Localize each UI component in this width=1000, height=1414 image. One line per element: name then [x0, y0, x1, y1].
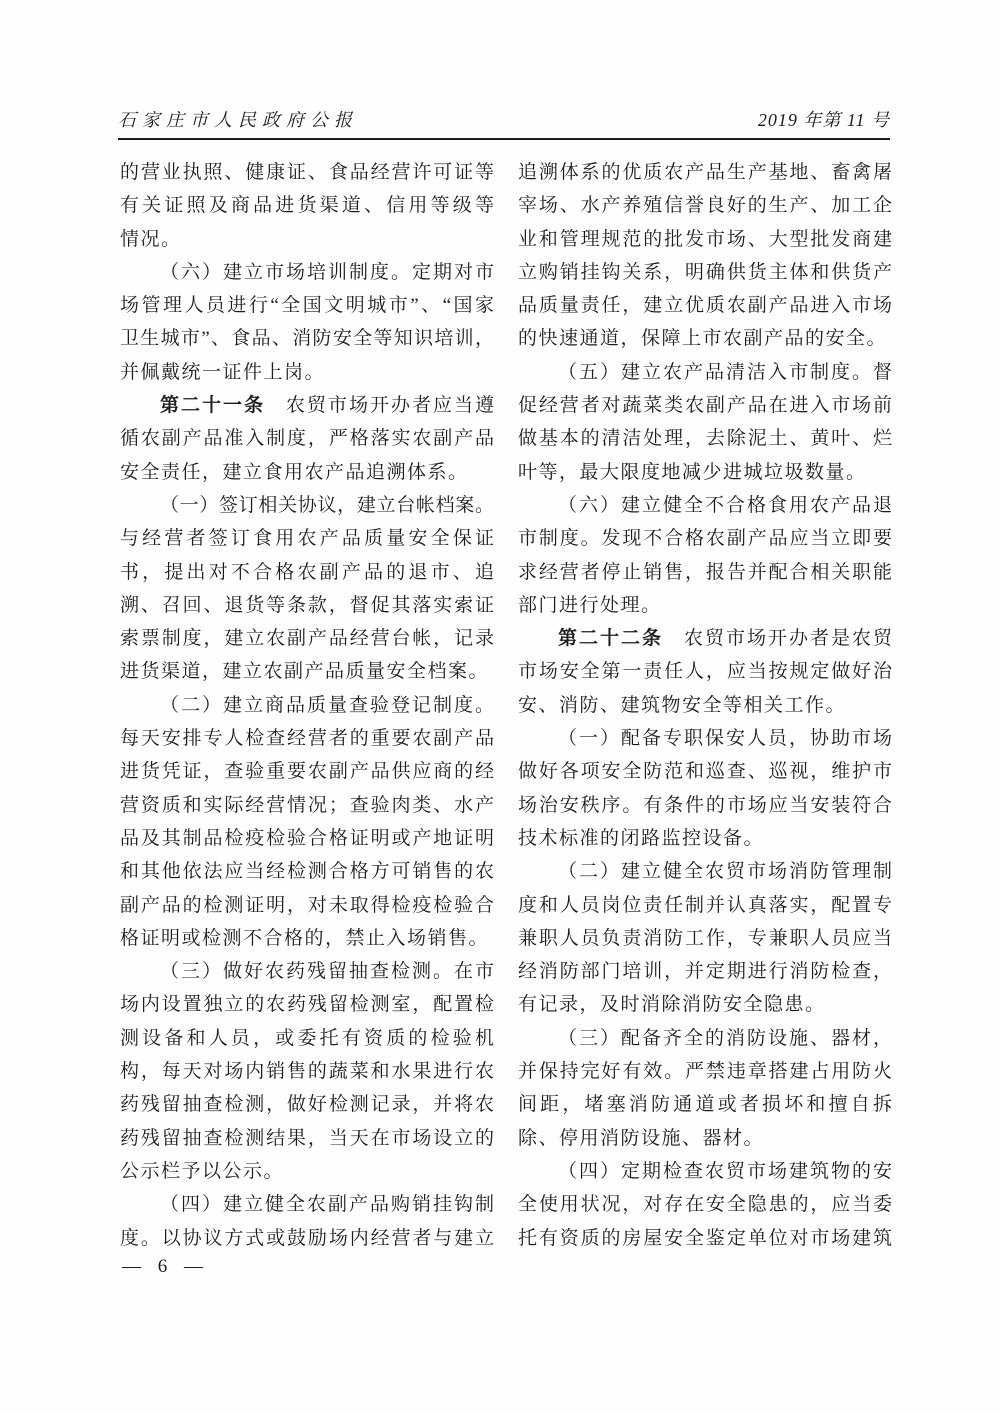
text-line: 度。以协议方式或鼓励场内经营者与建立 — [120, 1227, 494, 1249]
text-line: 求经营者停止销售，报告并配合相关职能 — [518, 561, 892, 583]
text-line: 和其他依法应当经检测合格方可销售的农 — [120, 861, 494, 883]
article-number-bold: 第二十二条 — [558, 628, 663, 650]
text-line: 促经营者对蔬菜类农副产品在进入市场前 — [518, 395, 892, 417]
text-line: 索票制度，建立农副产品经营台帐，记录 — [120, 628, 494, 650]
text-line: 进货凭证，查验重要农副产品供应商的经 — [120, 761, 494, 783]
text-line: 进货渠道，建立农副产品质量安全档案。 — [120, 661, 490, 683]
text-line: 书，提出对不合格农副产品的退市、追 — [120, 561, 494, 583]
text-line: 部门进行处理。 — [518, 594, 662, 616]
text-line: 安全责任，建立食用农产品追溯体系。 — [120, 461, 469, 483]
text-line: 格证明或检测不合格的，禁止入场销售。 — [120, 927, 490, 949]
text-line: （四）建立健全农副产品购销挂钩制 — [160, 1194, 494, 1216]
text-line: 有记录，及时消除消防安全隐患。 — [518, 994, 826, 1016]
text-line: 副产品的检测证明，对未取得检疫检验合 — [120, 894, 494, 916]
text-line: 药残留抽查检测结果，当天在市场设立的 — [120, 1127, 494, 1149]
text-line: 循农副产品准入制度，严格落实农副产品 — [120, 428, 494, 450]
two-column-text-body — [120, 156, 892, 1255]
text-line: 场治安秩序。有条件的市场应当安装符合 — [518, 794, 892, 816]
text-line: （六）建立市场培训制度。定期对市 — [160, 261, 494, 283]
text-line: （四）定期检查农贸市场建筑物的安 — [558, 1160, 892, 1182]
text-line: （六）建立健全不合格食用农产品退 — [558, 494, 892, 516]
text-line: 营资质和实际经营情况；查验肉类、水产 — [120, 794, 494, 816]
text-line: 场内设置独立的农药残留检测室，配置检 — [120, 994, 494, 1016]
text-line: 做基本的清洁处理，去除泥土、黄叶、烂 — [518, 428, 892, 450]
text-line: 托有资质的房屋安全鉴定单位对市场建筑 — [518, 1227, 892, 1249]
text-line: 卫生城市”、食品、消防安全等知识培训， — [120, 328, 494, 350]
text-line: （三）做好农药残留抽查检测。在市 — [160, 961, 494, 983]
text-line: 第二十二条 农贸市场开办者是农贸 — [558, 628, 892, 650]
text-line: （一）配备专职保安人员，协助市场 — [558, 728, 892, 750]
text-line: 立购销挂钩关系，明确供货主体和供货产 — [518, 261, 892, 283]
text-line: 的快速通道，保障上市农副产品的安全。 — [518, 328, 888, 350]
text-line: （一）签订相关协议，建立台帐档案。 — [160, 494, 494, 516]
text-line: 宰场、水产养殖信誉良好的生产、加工企 — [518, 195, 892, 217]
text-line: 并保持完好有效。严禁违章搭建占用防火 — [518, 1061, 892, 1083]
text-line: 市场安全第一责任人，应当按规定做好治 — [518, 661, 892, 683]
text-line: 兼职人员负责消防工作，专兼职人员应当 — [518, 927, 892, 949]
article-number-bold: 第二十一条 — [160, 395, 265, 417]
text-line: 并佩戴统一证件上岗。 — [120, 361, 326, 383]
text-line: 品及其制品检疫检验合格证明或产地证明 — [120, 827, 494, 849]
left-text-column — [120, 156, 494, 1255]
text-line: 市制度。发现不合格农副产品应当立即要 — [518, 528, 892, 550]
text-line: 安、消防、建筑物安全等相关工作。 — [518, 694, 847, 716]
page-header — [118, 104, 890, 140]
text-line: 情况。 — [120, 228, 182, 250]
text-line: 追溯体系的优质农产品生产基地、畜禽屠 — [518, 162, 892, 183]
text-line: 除、停用消防设施、器材。 — [518, 1127, 765, 1149]
text-line: 构，每天对场内销售的蔬菜和水果进行农 — [120, 1061, 494, 1083]
text-line: 药残留抽查检测，做好检测记录，并将农 — [120, 1094, 494, 1116]
text-line: 全使用状况，对存在安全隐患的，应当委 — [518, 1194, 892, 1216]
text-line: 有关证照及商品进货渠道、信用等级等 — [120, 195, 494, 217]
right-text-column — [518, 156, 892, 1255]
text-line: 叶等，最大限度地减少进城垃圾数量。 — [518, 461, 867, 483]
text-line: 每天安排专人检查经营者的重要农副产品 — [120, 728, 494, 750]
text-line: 经消防部门培训，并定期进行消防检查， — [518, 961, 892, 983]
text-line: （二）建立健全农贸市场消防管理制 — [558, 861, 892, 883]
text-line: （三）配备齐全的消防设施、器材， — [558, 1027, 892, 1049]
text-line: 场管理人员进行“全国文明城市”、“国家 — [120, 295, 494, 317]
text-line: （二）建立商品质量查验登记制度。 — [160, 694, 494, 716]
text-line: 第二十一条 农贸市场开办者应当遵 — [160, 395, 494, 417]
text-line: 测设备和人员，或委托有资质的检验机 — [120, 1027, 494, 1049]
issue-number: 2019 年第 11 号 — [757, 110, 890, 130]
text-line: 与经营者签订食用农产品质量安全保证 — [120, 528, 494, 550]
text-line: 品质量责任，建立优质农副产品进入市场 — [518, 295, 892, 317]
text-line: 技术标准的闭路监控设备。 — [518, 827, 765, 849]
text-line: 的营业执照、健康证、食品经营许可证等 — [120, 162, 494, 183]
text-line: 溯、召回、退货等条款，督促其落实索证 — [120, 594, 494, 616]
page-number: — 6 — — [122, 1256, 209, 1277]
text-line: 做好各项安全防范和巡查、巡视，维护市 — [518, 761, 892, 783]
publication-title: 石家庄市人民政府公报 — [118, 110, 358, 130]
text-line: 公示栏予以公示。 — [120, 1160, 285, 1182]
text-line: 度和人员岗位责任制并认真落实，配置专 — [518, 894, 892, 916]
text-line: （五）建立农产品清洁入市制度。督 — [558, 361, 892, 383]
text-line: 业和管理规范的批发市场、大型批发商建 — [518, 228, 892, 250]
text-line: 间距，堵塞消防通道或者损坏和擅自拆 — [518, 1094, 892, 1116]
